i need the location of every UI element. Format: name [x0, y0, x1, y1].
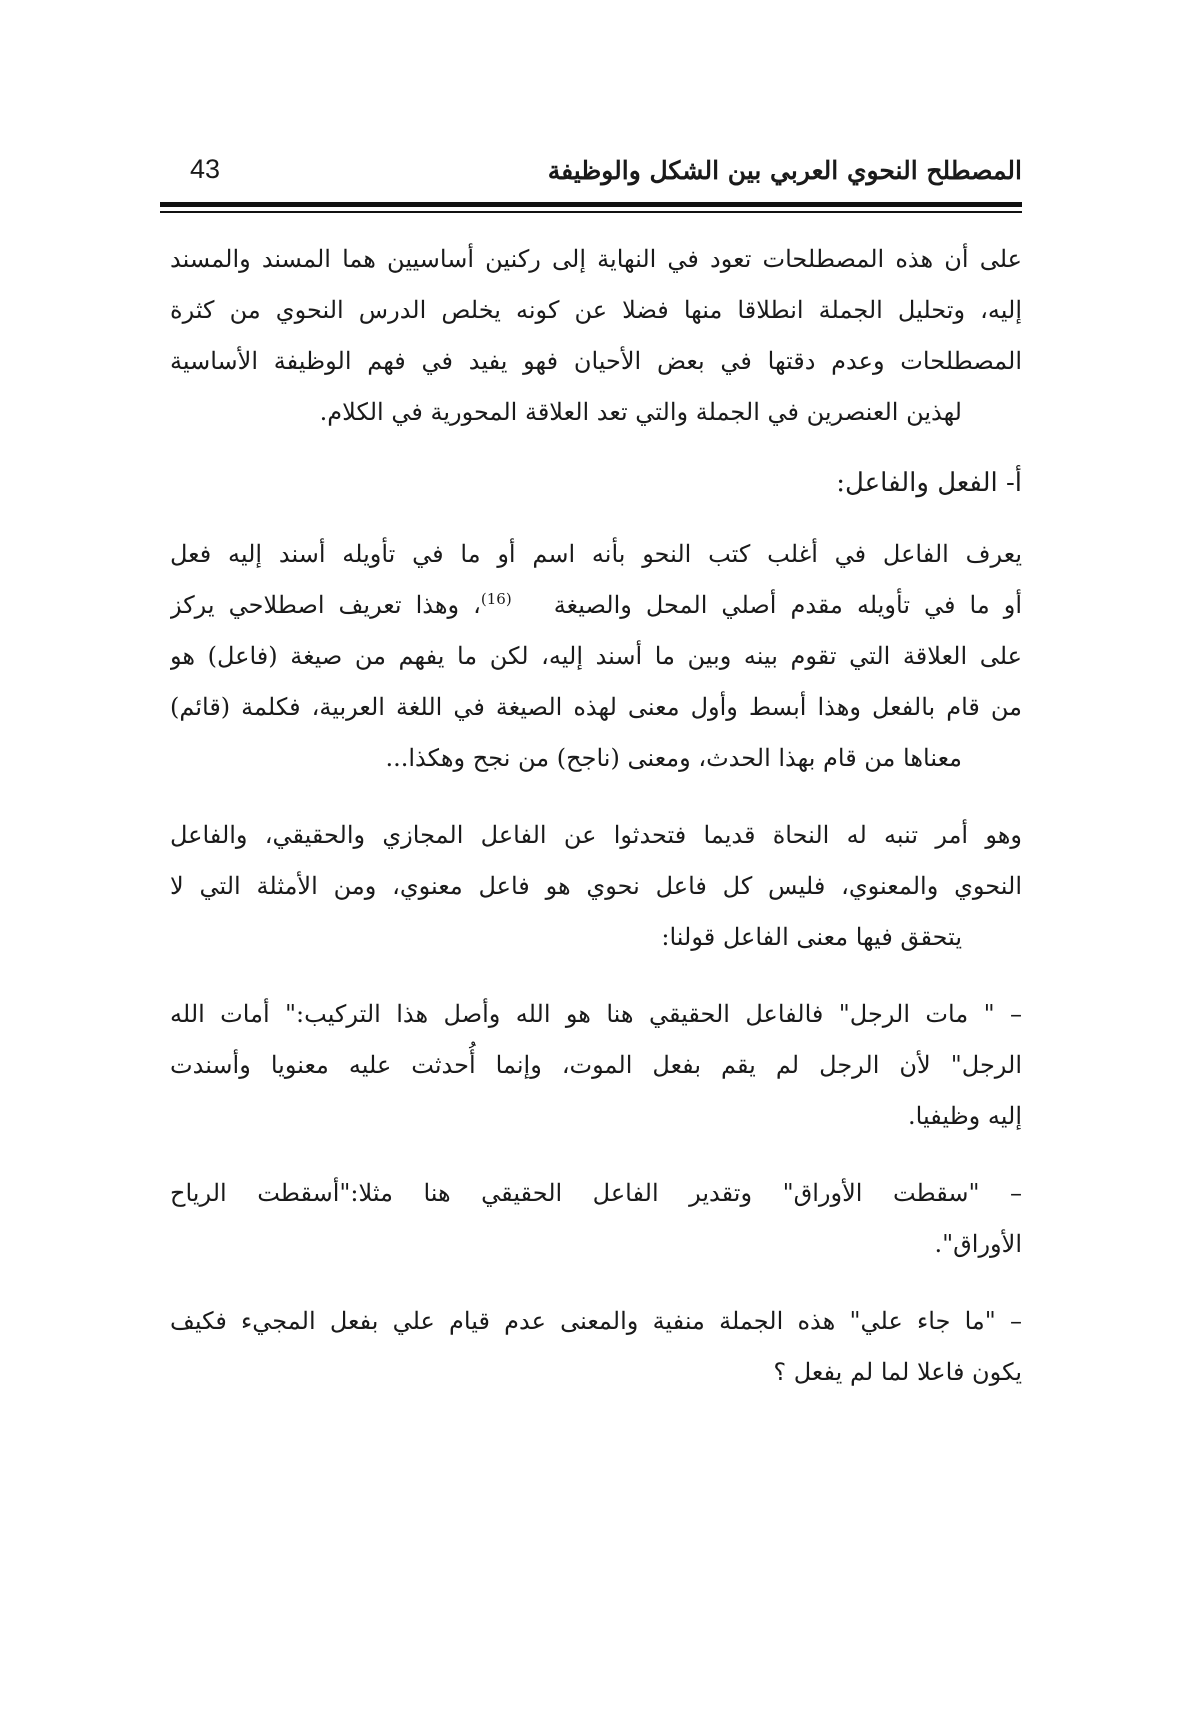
text-line: – " مات الرجل" فالفاعل الحقيقي هنا هو الله وأصل هذا التركيب:" أمات الله	[170, 1000, 1022, 1028]
paragraph-nuhat	[170, 810, 1022, 963]
spacer	[170, 438, 1022, 458]
text-line: يتحقق فيها معنى الفاعل قولنا:	[661, 923, 962, 951]
header-rule-thin	[160, 211, 1022, 213]
spacer	[170, 509, 1022, 529]
page-header	[160, 150, 1022, 196]
example-item	[170, 989, 1022, 1142]
text-line: – "ما جاء علي" هذه الجملة منفية والمعنى عدم قيام علي بفعل المجيء فكيف	[170, 1307, 1022, 1335]
paragraph-definition	[170, 529, 1022, 784]
text-line: الأوراق".	[934, 1230, 1022, 1258]
text-line: النحوي والمعنوي، فليس كل فاعل نحوي هو فاعل معنوي، ومن الأمثلة التي لا	[170, 872, 1022, 900]
text-line: الرجل" لأن الرجل لم يقم بفعل الموت، وإنما أُحدثت عليه معنويا وأسندت	[170, 1051, 1022, 1079]
example-item	[170, 1296, 1022, 1398]
body-text	[170, 234, 1022, 1398]
text-line: لهذين العنصرين في الجملة والتي تعد العلاقة المحورية في الكلام.	[319, 398, 962, 426]
text-line: يعرف الفاعل في أغلب كتب النحو بأنه اسم أو ما في تأويله أسند إليه فعل	[170, 540, 1022, 568]
text-line: – "سقطت الأوراق" وتقدير الفاعل الحقيقي هنا مثلا:"أسقطت الرياح	[170, 1179, 1022, 1207]
footnote-reference: (16)	[480, 590, 512, 608]
text-segment: أو ما في تأويله مقدم أصلي المحل والصيغة	[553, 591, 1022, 619]
spacer	[170, 963, 1022, 989]
running-title: المصطلح النحوي العربي بين الشكل والوظيفة	[547, 156, 1022, 185]
page-number: 43	[190, 154, 221, 184]
text-line: على أن هذه المصطلحات تعود في النهاية إلى ركنين أساسيين هما المسند والمسند	[170, 245, 1022, 273]
text-line: من قام بالفعل وهذا أبسط وأول معنى لهذه الصيغة في اللغة العربية، فكلمة (قائم)	[170, 693, 1022, 721]
text-line-with-footnote	[170, 580, 1022, 631]
text-line: معناها من قام بهذا الحدث، ومعنى (ناجح) من نجح وهكذا...	[385, 744, 962, 772]
text-line: يكون فاعلا لما لم يفعل ؟	[773, 1358, 1022, 1386]
text-line: على العلاقة التي تقوم بينه وبين ما أسند إليه، لكن ما يفهم من صيغة (فاعل) هو	[170, 642, 1022, 670]
text-segment: ، وهذا تعريف اصطلاحي يركز	[170, 591, 481, 619]
spacer	[170, 1142, 1022, 1168]
text-line: المصطلحات وعدم دقتها في بعض الأحيان فهو يفيد في فهم الوظيفة الأساسية	[170, 347, 1022, 375]
text-line: وهو أمر تنبه له النحاة قديما فتحدثوا عن الفاعل المجازي والحقيقي، والفاعل	[170, 821, 1022, 849]
section-heading: أ- الفعل والفاعل:	[836, 468, 1022, 498]
header-rule-thick	[160, 202, 1022, 207]
paragraph-intro	[170, 234, 1022, 438]
example-item	[170, 1168, 1022, 1270]
text-line: إليه، وتحليل الجملة انطلاقا منها فضلا عن كونه يخلص الدرس النحوي من كثرة	[170, 296, 1022, 324]
spacer	[170, 784, 1022, 810]
text-line: إليه وظيفيا.	[908, 1102, 1022, 1130]
spacer	[170, 1270, 1022, 1296]
